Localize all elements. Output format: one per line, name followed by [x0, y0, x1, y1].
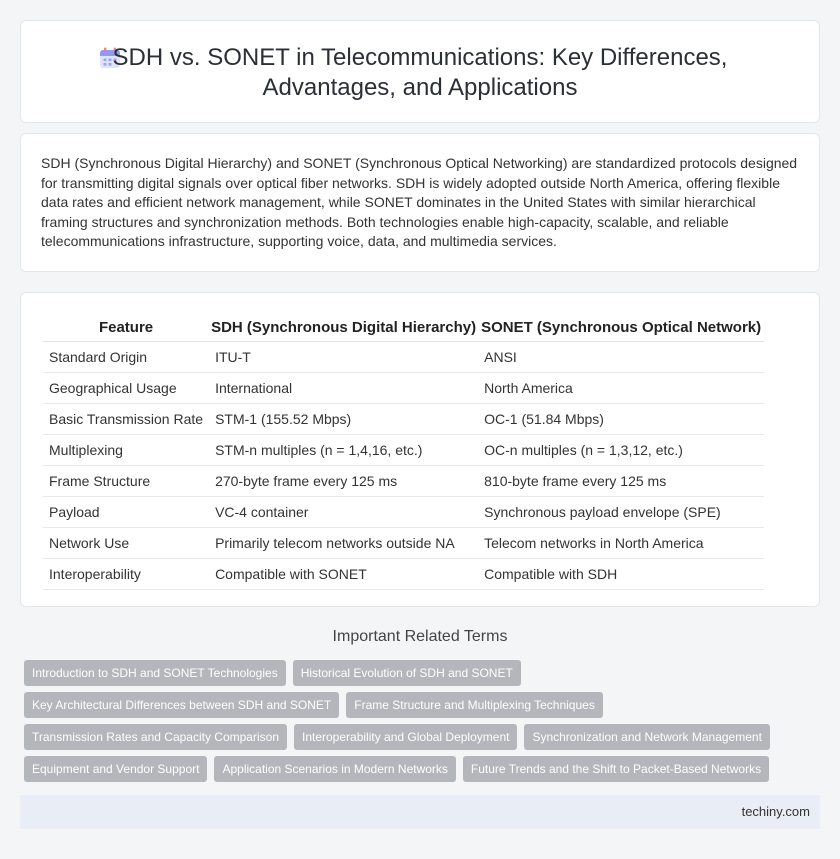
- intro-paragraph: SDH (Synchronous Digital Hierarchy) and SONET (Synchronous Optical Networking) are standardized protocols designed for transmitting digital signals over optical fiber networks. SDH is widely adopted outside North America, offering flexible data rates and efficient network management, while SONET dominates in the United States with similar hierarchical framing structures and synchronization methods. Both technologies enable high-capacity, scalable, and reliable telecommunications infrastructure, supporting voice, data, and multimedia services.: [41, 155, 798, 250]
- feature-cell: Payload: [43, 496, 209, 527]
- sdh-cell: 270-byte frame every 125 ms: [209, 465, 478, 496]
- related-term-tag[interactable]: Frame Structure and Multiplexing Techniques: [346, 692, 603, 718]
- related-term-tag[interactable]: Synchronization and Network Management: [524, 724, 769, 750]
- sonet-cell: Synchronous payload envelope (SPE): [478, 496, 764, 527]
- tag-row: [24, 756, 824, 782]
- table-row: [43, 527, 764, 558]
- footer-bar: [20, 795, 820, 829]
- related-term-tag[interactable]: Future Trends and the Shift to Packet-Based Networks: [463, 756, 769, 782]
- feature-cell: Geographical Usage: [43, 372, 209, 403]
- related-term-tag[interactable]: Transmission Rates and Capacity Comparison: [24, 724, 287, 750]
- sonet-cell: OC-n multiples (n = 1,3,12, etc.): [478, 434, 764, 465]
- comparison-table: [43, 315, 764, 590]
- related-terms-list: [24, 660, 824, 788]
- sonet-cell: Compatible with SDH: [478, 558, 764, 589]
- page-title: [21, 43, 819, 103]
- table-row: [43, 558, 764, 589]
- sonet-cell: North America: [478, 372, 764, 403]
- intro-card: [20, 133, 820, 272]
- related-term-tag[interactable]: Application Scenarios in Modern Networks: [214, 756, 455, 782]
- feature-cell: Frame Structure: [43, 465, 209, 496]
- table-row: [43, 465, 764, 496]
- sonet-cell: ANSI: [478, 341, 764, 372]
- header-sonet: SONET (Synchronous Optical Network): [478, 315, 764, 341]
- sdh-cell: VC-4 container: [209, 496, 478, 527]
- sdh-cell: STM-n multiples (n = 1,4,16, etc.): [209, 434, 478, 465]
- page-title-line-1: SDH vs. SONET in Telecommunications: Key Differences,: [112, 44, 728, 71]
- sonet-cell: 810-byte frame every 125 ms: [478, 465, 764, 496]
- feature-cell: Multiplexing: [43, 434, 209, 465]
- feature-cell: Interoperability: [43, 558, 209, 589]
- related-term-tag[interactable]: Key Architectural Differences between SDH and SONET: [24, 692, 339, 718]
- sdh-cell: ITU-T: [209, 341, 478, 372]
- related-term-tag[interactable]: Interoperability and Global Deployment: [294, 724, 517, 750]
- feature-cell: Network Use: [43, 527, 209, 558]
- tag-row: [24, 692, 824, 718]
- feature-cell: Standard Origin: [43, 341, 209, 372]
- table-row: [43, 434, 764, 465]
- table-row: [43, 341, 764, 372]
- sdh-cell: Primarily telecom networks outside NA: [209, 527, 478, 558]
- table-row: [43, 372, 764, 403]
- title-card: [20, 20, 820, 123]
- table-row: [43, 496, 764, 527]
- table-row: [43, 403, 764, 434]
- related-terms-heading: Important Related Terms: [332, 628, 508, 645]
- related-term-tag[interactable]: Equipment and Vendor Support: [24, 756, 207, 782]
- sdh-cell: STM-1 (155.52 Mbps): [209, 403, 478, 434]
- related-term-tag[interactable]: Historical Evolution of SDH and SONET: [293, 660, 521, 686]
- page-title-line-2: Advantages, and Applications: [262, 74, 578, 101]
- tag-row: [24, 724, 824, 750]
- sdh-cell: International: [209, 372, 478, 403]
- header-feature: Feature: [43, 315, 209, 341]
- related-term-tag[interactable]: Introduction to SDH and SONET Technologies: [24, 660, 286, 686]
- sonet-cell: Telecom networks in North America: [478, 527, 764, 558]
- sonet-cell: OC-1 (51.84 Mbps): [478, 403, 764, 434]
- footer-site-link[interactable]: techiny.com: [741, 804, 810, 819]
- comparison-card: [20, 292, 820, 607]
- feature-cell: Basic Transmission Rate: [43, 403, 209, 434]
- header-sdh: SDH (Synchronous Digital Hierarchy): [209, 315, 478, 341]
- tag-row: [24, 660, 824, 686]
- sdh-cell: Compatible with SONET: [209, 558, 478, 589]
- table-header-row: [43, 315, 764, 341]
